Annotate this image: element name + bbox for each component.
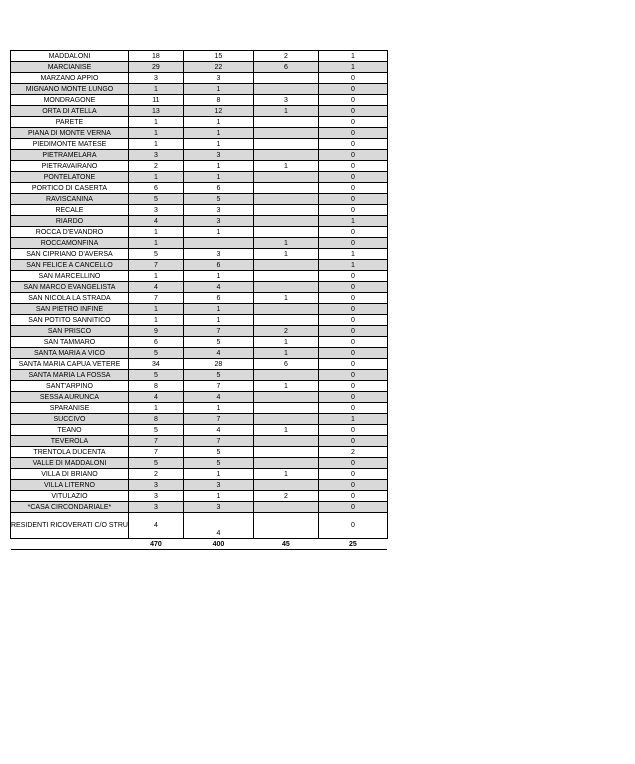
table-row	[11, 249, 388, 260]
comune-cell: SAN MARCELLINO	[11, 271, 129, 282]
col2-cell: 8	[183, 95, 253, 106]
col4-cell: 0	[318, 95, 387, 106]
total-cell: 1	[128, 315, 183, 326]
total-cell: 1	[128, 271, 183, 282]
col2-cell: 1	[183, 271, 253, 282]
comune-cell: MADDALONI	[11, 51, 129, 62]
col4-cell: 0	[318, 227, 387, 238]
comune-cell: SANTA MARIA LA FOSSA	[11, 370, 129, 381]
col4-cell: 0	[318, 381, 387, 392]
col3-cell	[253, 304, 318, 315]
table-row	[11, 447, 388, 458]
col3-cell	[253, 513, 318, 539]
col2-cell: 1	[183, 403, 253, 414]
col2-cell: 28	[183, 359, 253, 370]
col2-cell: 3	[183, 216, 253, 227]
total-cell: 3	[128, 73, 183, 84]
col3-cell	[253, 282, 318, 293]
total-cell: 8	[128, 381, 183, 392]
col2-cell: 1	[183, 469, 253, 480]
col2-cell: 7	[183, 326, 253, 337]
total-cell: 3	[128, 150, 183, 161]
col3-cell	[253, 117, 318, 128]
total-cell: 3	[128, 205, 183, 216]
col3-cell	[253, 480, 318, 491]
table-row	[11, 315, 388, 326]
table-row	[11, 139, 388, 150]
table-row-residenti	[11, 513, 388, 539]
table-row	[11, 282, 388, 293]
col2-cell: 3	[183, 73, 253, 84]
col4-cell: 0	[318, 139, 387, 150]
col3-cell	[253, 172, 318, 183]
col3-cell: 1	[253, 161, 318, 172]
col4-cell: 0	[318, 502, 387, 513]
col3-cell: 1	[253, 348, 318, 359]
col3-cell: 2	[253, 491, 318, 502]
total-cell: 470	[128, 539, 183, 550]
table-row	[11, 414, 388, 425]
table-row	[11, 227, 388, 238]
col4-cell: 0	[318, 348, 387, 359]
col4-cell: 0	[318, 337, 387, 348]
table-row	[11, 194, 388, 205]
total-cell: 7	[128, 260, 183, 271]
total-cell: 1	[128, 117, 183, 128]
col3-cell	[253, 194, 318, 205]
col3-cell: 1	[253, 425, 318, 436]
total-cell: 1	[128, 84, 183, 95]
table-row	[11, 293, 388, 304]
total-cell: 4	[128, 282, 183, 293]
col4-cell: 0	[318, 513, 387, 539]
col2-cell: 3	[183, 502, 253, 513]
comune-cell: VALLE DI MADDALONI	[11, 458, 129, 469]
comune-cell: TEANO	[11, 425, 129, 436]
col3-cell: 2	[253, 326, 318, 337]
comune-cell: RAVISCANINA	[11, 194, 129, 205]
comune-cell: SAN PIETRO INFINE	[11, 304, 129, 315]
col3-cell: 1	[253, 238, 318, 249]
col4-cell: 0	[318, 359, 387, 370]
table-row	[11, 106, 388, 117]
col3-cell	[253, 260, 318, 271]
col4-cell: 0	[318, 425, 387, 436]
comune-cell: MARZANO APPIO	[11, 73, 129, 84]
comune-cell: VITULAZIO	[11, 491, 129, 502]
col2-cell: 3	[183, 480, 253, 491]
col3-cell: 6	[253, 62, 318, 73]
col4-cell: 0	[318, 238, 387, 249]
col2-cell: 4	[183, 348, 253, 359]
total-cell: 1	[128, 304, 183, 315]
total-cell: 2	[128, 469, 183, 480]
table-row	[11, 458, 388, 469]
comune-cell: TEVEROLA	[11, 436, 129, 447]
comune-cell: SAN MARCO EVANGELISTA	[11, 282, 129, 293]
table-row	[11, 51, 388, 62]
comune-cell: ROCCA D'EVANDRO	[11, 227, 129, 238]
comune-cell: SAN NICOLA LA STRADA	[11, 293, 129, 304]
col4-cell: 0	[318, 491, 387, 502]
col2-cell: 3	[183, 150, 253, 161]
table-row	[11, 392, 388, 403]
total-cell: 1	[128, 238, 183, 249]
comune-cell: SAN POTITO SANNITICO	[11, 315, 129, 326]
col3-cell	[253, 84, 318, 95]
col3-cell	[253, 458, 318, 469]
comune-cell: PIETRAMELARA	[11, 150, 129, 161]
col4-cell: 1	[318, 414, 387, 425]
col4-cell: 0	[318, 392, 387, 403]
comune-cell: MARCIANISE	[11, 62, 129, 73]
col3-cell	[253, 227, 318, 238]
total-cell: 3	[128, 491, 183, 502]
col2-cell: 12	[183, 106, 253, 117]
comune-cell: ROCCAMONFINA	[11, 238, 129, 249]
table-row	[11, 150, 388, 161]
col4-cell: 1	[318, 249, 387, 260]
col2-cell: 4	[183, 425, 253, 436]
col3-cell	[253, 447, 318, 458]
comune-cell: PARETE	[11, 117, 129, 128]
col2-cell: 3	[183, 205, 253, 216]
col3-cell: 3	[253, 95, 318, 106]
table-row	[11, 403, 388, 414]
col4-cell: 1	[318, 260, 387, 271]
col2-cell: 7	[183, 414, 253, 425]
comune-cell: RESIDENTI RICOVERATI C/O STRU	[11, 513, 129, 539]
table-row	[11, 502, 388, 513]
col4-cell: 1	[318, 51, 387, 62]
col2-cell: 400	[183, 539, 253, 550]
comune-cell: SAN CIPRIANO D'AVERSA	[11, 249, 129, 260]
comune-cell: SANT'ARPINO	[11, 381, 129, 392]
table-row	[11, 260, 388, 271]
table-row	[11, 62, 388, 73]
table-row	[11, 172, 388, 183]
col3-cell	[253, 150, 318, 161]
col3-cell	[253, 370, 318, 381]
table-row	[11, 128, 388, 139]
col4-cell: 0	[318, 458, 387, 469]
col3-cell	[253, 139, 318, 150]
col3-cell: 45	[253, 539, 318, 550]
data-table	[10, 50, 388, 550]
comune-cell: SESSA AURUNCA	[11, 392, 129, 403]
total-cell: 5	[128, 194, 183, 205]
col2-cell: 7	[183, 436, 253, 447]
col3-cell	[253, 183, 318, 194]
col4-cell: 0	[318, 315, 387, 326]
col4-cell: 1	[318, 62, 387, 73]
col2-cell: 1	[183, 304, 253, 315]
total-cell: 5	[128, 370, 183, 381]
table-row-totals	[11, 539, 388, 550]
col4-cell: 1	[318, 216, 387, 227]
table-row	[11, 480, 388, 491]
total-cell: 4	[128, 216, 183, 227]
comune-cell: SANTA MARIA A VICO	[11, 348, 129, 359]
table-row	[11, 73, 388, 84]
col2-cell: 6	[183, 260, 253, 271]
col3-cell	[253, 392, 318, 403]
col3-cell: 1	[253, 381, 318, 392]
comune-cell: PORTICO DI CASERTA	[11, 183, 129, 194]
col2-cell: 7	[183, 381, 253, 392]
comune-cell: PIANA DI MONTE VERNA	[11, 128, 129, 139]
total-cell: 5	[128, 348, 183, 359]
col4-cell: 0	[318, 271, 387, 282]
table-row	[11, 337, 388, 348]
col2-cell	[183, 238, 253, 249]
table-row	[11, 216, 388, 227]
col3-cell: 1	[253, 249, 318, 260]
col3-cell	[253, 436, 318, 447]
col3-cell: 2	[253, 51, 318, 62]
comune-cell: RECALE	[11, 205, 129, 216]
col3-cell	[253, 216, 318, 227]
total-cell: 9	[128, 326, 183, 337]
total-cell: 8	[128, 414, 183, 425]
col3-cell: 6	[253, 359, 318, 370]
col2-cell: 1	[183, 161, 253, 172]
total-cell: 1	[128, 403, 183, 414]
total-cell: 6	[128, 183, 183, 194]
comune-cell: SANTA MARIA CAPUA VETERE	[11, 359, 129, 370]
col4-cell: 0	[318, 370, 387, 381]
col2-cell: 15	[183, 51, 253, 62]
col3-cell	[253, 271, 318, 282]
col2-cell: 1	[183, 491, 253, 502]
col2-cell: 4	[183, 392, 253, 403]
total-cell: 13	[128, 106, 183, 117]
comune-cell: SAN TAMMARO	[11, 337, 129, 348]
table-row	[11, 370, 388, 381]
col3-cell	[253, 73, 318, 84]
table-row	[11, 205, 388, 216]
col3-cell	[253, 205, 318, 216]
table-row	[11, 84, 388, 95]
comune-cell: MIGNANO MONTE LUNGO	[11, 84, 129, 95]
col2-cell: 5	[183, 370, 253, 381]
comune-cell: VILLA DI BRIANO	[11, 469, 129, 480]
table-row	[11, 117, 388, 128]
comune-cell: SAN FELICE A CANCELLO	[11, 260, 129, 271]
col3-cell	[253, 128, 318, 139]
col2-cell: 6	[183, 293, 253, 304]
col2-cell: 22	[183, 62, 253, 73]
col2-cell: 5	[183, 194, 253, 205]
table-row	[11, 469, 388, 480]
comune-cell: SAN PRISCO	[11, 326, 129, 337]
col4-cell: 0	[318, 436, 387, 447]
comune-cell: TRENTOLA DUCENTA	[11, 447, 129, 458]
total-cell: 29	[128, 62, 183, 73]
comune-cell: *CASA CIRCONDARIALE*	[11, 502, 129, 513]
total-cell: 18	[128, 51, 183, 62]
table-row	[11, 238, 388, 249]
col4-cell: 0	[318, 293, 387, 304]
table-row	[11, 425, 388, 436]
table-row	[11, 271, 388, 282]
col4-cell: 0	[318, 326, 387, 337]
col4-cell: 0	[318, 403, 387, 414]
total-cell: 1	[128, 139, 183, 150]
col4-cell: 0	[318, 194, 387, 205]
col4-cell: 0	[318, 73, 387, 84]
total-cell: 7	[128, 447, 183, 458]
col4-cell: 0	[318, 117, 387, 128]
col4-cell: 0	[318, 205, 387, 216]
table-row	[11, 183, 388, 194]
comune-cell: PIEDIMONTE MATESE	[11, 139, 129, 150]
col3-cell: 1	[253, 106, 318, 117]
col4-cell: 0	[318, 150, 387, 161]
col4-cell: 2	[318, 447, 387, 458]
table-row	[11, 348, 388, 359]
col3-cell	[253, 414, 318, 425]
total-cell: 3	[128, 502, 183, 513]
total-cell: 1	[128, 128, 183, 139]
col4-cell: 0	[318, 128, 387, 139]
comune-cell: SPARANISE	[11, 403, 129, 414]
total-cell: 5	[128, 425, 183, 436]
table-row	[11, 326, 388, 337]
col2-cell: 3	[183, 249, 253, 260]
col4-cell: 0	[318, 172, 387, 183]
table-row	[11, 436, 388, 447]
total-cell: 4	[128, 392, 183, 403]
table-row	[11, 491, 388, 502]
col4-cell: 0	[318, 106, 387, 117]
table-row	[11, 381, 388, 392]
col3-cell: 1	[253, 293, 318, 304]
col2-cell: 4	[183, 513, 253, 539]
col4-cell: 0	[318, 282, 387, 293]
total-cell: 11	[128, 95, 183, 106]
comune-cell: ORTA DI ATELLA	[11, 106, 129, 117]
col2-cell: 1	[183, 172, 253, 183]
total-cell: 3	[128, 480, 183, 491]
total-cell: 1	[128, 172, 183, 183]
col3-cell	[253, 315, 318, 326]
col2-cell: 5	[183, 458, 253, 469]
total-cell: 34	[128, 359, 183, 370]
col3-cell	[253, 502, 318, 513]
col2-cell: 5	[183, 337, 253, 348]
col2-cell: 1	[183, 117, 253, 128]
col3-cell: 1	[253, 469, 318, 480]
total-cell: 5	[128, 458, 183, 469]
col2-cell: 5	[183, 447, 253, 458]
col2-cell: 6	[183, 183, 253, 194]
col4-cell: 0	[318, 469, 387, 480]
comune-cell: VILLA LITERNO	[11, 480, 129, 491]
total-cell: 2	[128, 161, 183, 172]
table-row	[11, 161, 388, 172]
col3-cell	[253, 403, 318, 414]
col4-cell: 25	[318, 539, 387, 550]
col2-cell: 1	[183, 227, 253, 238]
total-cell: 4	[128, 513, 183, 539]
table-body	[11, 51, 388, 550]
table-row	[11, 304, 388, 315]
total-cell: 7	[128, 436, 183, 447]
col4-cell: 0	[318, 480, 387, 491]
comune-cell: PONTELATONE	[11, 172, 129, 183]
comune-cell: SUCCIVO	[11, 414, 129, 425]
col4-cell: 0	[318, 304, 387, 315]
comune-cell: RIARDO	[11, 216, 129, 227]
col2-cell: 1	[183, 315, 253, 326]
total-cell: 7	[128, 293, 183, 304]
col2-cell: 4	[183, 282, 253, 293]
col4-cell: 0	[318, 84, 387, 95]
col2-cell: 1	[183, 139, 253, 150]
col4-cell: 0	[318, 183, 387, 194]
total-cell: 6	[128, 337, 183, 348]
table-row	[11, 359, 388, 370]
total-cell: 5	[128, 249, 183, 260]
col3-cell: 1	[253, 337, 318, 348]
total-cell: 1	[128, 227, 183, 238]
comune-cell: PIETRAVAIRANO	[11, 161, 129, 172]
col4-cell: 0	[318, 161, 387, 172]
comune-cell: MONDRAGONE	[11, 95, 129, 106]
comune-cell	[11, 539, 129, 550]
col2-cell: 1	[183, 128, 253, 139]
col2-cell: 1	[183, 84, 253, 95]
table-row	[11, 95, 388, 106]
